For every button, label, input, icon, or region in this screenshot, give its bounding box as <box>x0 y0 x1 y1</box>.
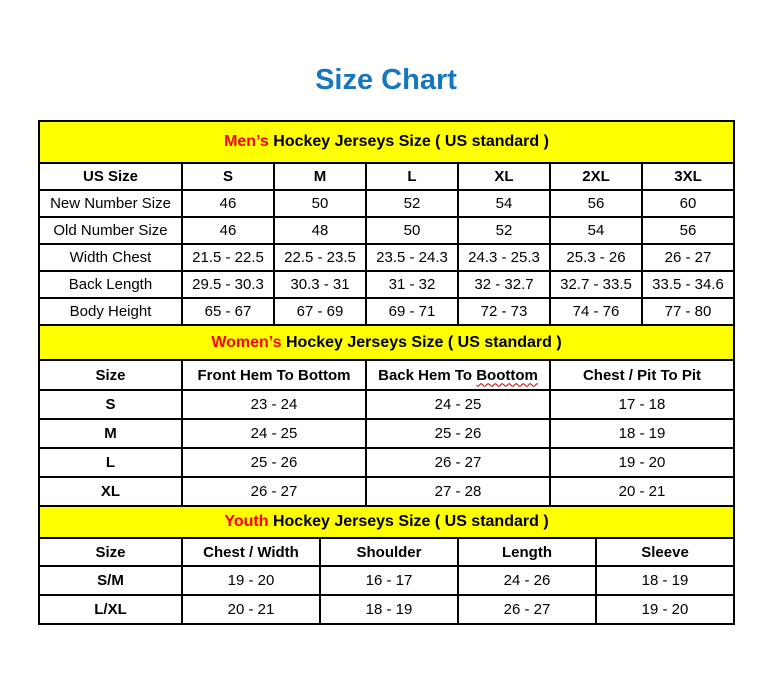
column-header: XL <box>458 163 550 190</box>
row-label: Back Length <box>39 271 182 298</box>
size-value-cell: 23.5 - 24.3 <box>366 244 458 271</box>
size-value-cell: 65 - 67 <box>182 298 274 325</box>
size-value-cell: 24 - 26 <box>458 566 596 595</box>
size-value-cell: 18 - 19 <box>550 419 734 448</box>
back-hem-prefix: Back Hem To <box>378 366 473 384</box>
size-value-cell: 48 <box>274 217 366 244</box>
mens-size-table <box>38 120 735 326</box>
womens-size-table <box>38 324 735 507</box>
womens-banner-highlight: Women’s <box>211 333 282 351</box>
column-header: Front Hem To Bottom <box>182 360 366 390</box>
size-value-cell: 21.5 - 22.5 <box>182 244 274 271</box>
row-label: Old Number Size <box>39 217 182 244</box>
row-label: New Number Size <box>39 190 182 217</box>
table-row <box>39 566 734 595</box>
size-value-cell: 26 - 27 <box>458 595 596 624</box>
size-chart <box>38 120 733 625</box>
size-value-cell: 32.7 - 33.5 <box>550 271 642 298</box>
size-value-cell: 20 - 21 <box>182 595 320 624</box>
size-value-cell: 30.3 - 31 <box>274 271 366 298</box>
table-row <box>39 271 734 298</box>
size-value-cell: 18 - 19 <box>596 566 734 595</box>
youth-banner-rest: Hockey Jerseys Size ( US standard ) <box>272 513 549 530</box>
table-row <box>39 244 734 271</box>
row-label: XL <box>39 477 182 506</box>
column-header: S <box>182 163 274 190</box>
size-value-cell: 19 - 20 <box>182 566 320 595</box>
size-value-cell: 25.3 - 26 <box>550 244 642 271</box>
column-header: Chest / Pit To Pit <box>550 360 734 390</box>
womens-header-row <box>39 360 734 390</box>
size-value-cell: 24.3 - 25.3 <box>458 244 550 271</box>
size-value-cell: 27 - 28 <box>366 477 550 506</box>
table-row <box>39 390 734 419</box>
table-row <box>39 298 734 325</box>
column-header: Shoulder <box>320 538 458 566</box>
size-value-cell: 26 - 27 <box>366 448 550 477</box>
size-value-cell: 31 - 32 <box>366 271 458 298</box>
table-row <box>39 595 734 624</box>
youth-banner-highlight: Youth <box>224 513 269 530</box>
size-value-cell: 74 - 76 <box>550 298 642 325</box>
mens-header-row <box>39 163 734 190</box>
size-value-cell: 18 - 19 <box>320 595 458 624</box>
size-value-cell: 26 - 27 <box>642 244 734 271</box>
size-value-cell: 26 - 27 <box>182 477 366 506</box>
size-value-cell: 69 - 71 <box>366 298 458 325</box>
row-label: S/M <box>39 566 182 595</box>
column-header: Length <box>458 538 596 566</box>
row-label: S <box>39 390 182 419</box>
youth-header-row <box>39 538 734 566</box>
size-value-cell: 25 - 26 <box>366 419 550 448</box>
size-value-cell: 24 - 25 <box>182 419 366 448</box>
youth-size-table <box>38 505 735 625</box>
mens-banner-row <box>39 121 734 163</box>
table-row <box>39 477 734 506</box>
size-value-cell: 60 <box>642 190 734 217</box>
column-header: Size <box>39 360 182 390</box>
column-header: Chest / Width <box>182 538 320 566</box>
row-label: L/XL <box>39 595 182 624</box>
size-value-cell: 52 <box>458 217 550 244</box>
mens-banner-highlight: Men’s <box>224 133 269 150</box>
size-value-cell: 50 <box>366 217 458 244</box>
size-value-cell: 32 - 32.7 <box>458 271 550 298</box>
mens-banner-rest: Hockey Jerseys Size ( US standard ) <box>273 133 549 150</box>
table-row <box>39 190 734 217</box>
row-label: L <box>39 448 182 477</box>
youth-banner-row <box>39 506 734 538</box>
size-value-cell: 56 <box>550 190 642 217</box>
column-header: Sleeve <box>596 538 734 566</box>
column-header: US Size <box>39 163 182 190</box>
size-value-cell: 20 - 21 <box>550 477 734 506</box>
size-value-cell: 54 <box>458 190 550 217</box>
size-value-cell: 46 <box>182 190 274 217</box>
mens-section-banner <box>39 121 734 163</box>
table-row <box>39 217 734 244</box>
size-value-cell: 67 - 69 <box>274 298 366 325</box>
size-value-cell: 77 - 80 <box>642 298 734 325</box>
table-row <box>39 419 734 448</box>
size-value-cell: 24 - 25 <box>366 390 550 419</box>
column-header: 2XL <box>550 163 642 190</box>
size-value-cell: 50 <box>274 190 366 217</box>
womens-banner-rest: Hockey Jerseys Size ( US standard ) <box>286 333 562 351</box>
size-value-cell: 19 - 20 <box>596 595 734 624</box>
size-value-cell: 25 - 26 <box>182 448 366 477</box>
size-value-cell: 29.5 - 30.3 <box>182 271 274 298</box>
size-value-cell: 72 - 73 <box>458 298 550 325</box>
size-value-cell: 19 - 20 <box>550 448 734 477</box>
size-value-cell: 46 <box>182 217 274 244</box>
size-value-cell: 33.5 - 34.6 <box>642 271 734 298</box>
size-value-cell: 56 <box>642 217 734 244</box>
row-label: M <box>39 419 182 448</box>
column-header: M <box>274 163 366 190</box>
back-hem-misspelled-word: Boottom <box>476 366 538 384</box>
size-value-cell: 16 - 17 <box>320 566 458 595</box>
row-label: Body Height <box>39 298 182 325</box>
womens-section-banner <box>39 325 734 360</box>
size-value-cell: 17 - 18 <box>550 390 734 419</box>
column-header: L <box>366 163 458 190</box>
youth-section-banner <box>39 506 734 538</box>
column-header: Size <box>39 538 182 566</box>
column-header: 3XL <box>642 163 734 190</box>
column-header-misspelled <box>366 360 550 390</box>
size-value-cell: 54 <box>550 217 642 244</box>
size-value-cell: 22.5 - 23.5 <box>274 244 366 271</box>
size-value-cell: 23 - 24 <box>182 390 366 419</box>
size-value-cell: 52 <box>366 190 458 217</box>
page-title: Size Chart <box>315 64 457 96</box>
table-row <box>39 448 734 477</box>
row-label: Width Chest <box>39 244 182 271</box>
womens-banner-row <box>39 325 734 360</box>
